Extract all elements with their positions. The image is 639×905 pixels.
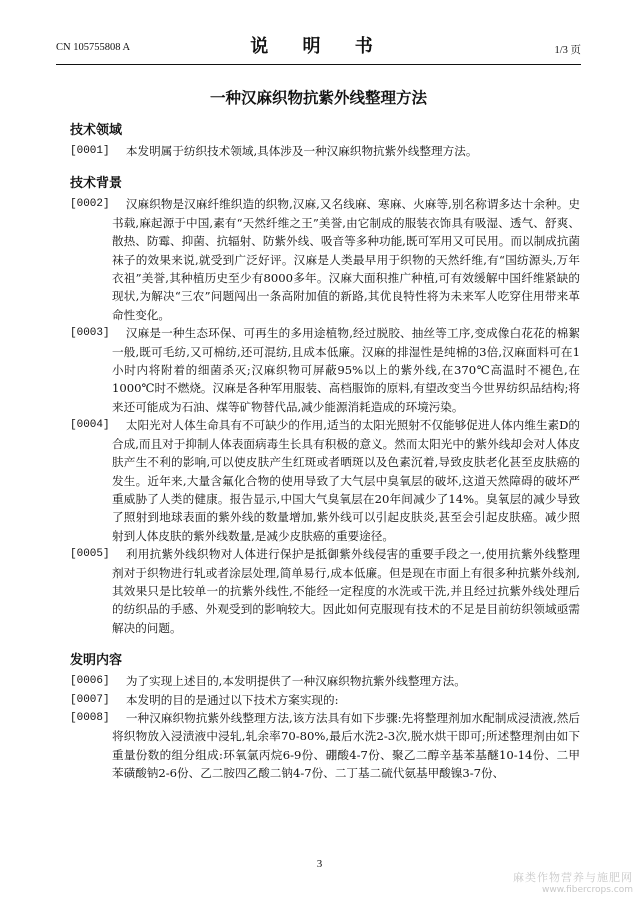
watermark-url: www.fibercrops.com — [542, 885, 633, 895]
paragraph-text: 为了实现上述目的,本发明提供了一种汉麻织物抗紫外线整理方法。 — [125, 674, 466, 689]
section-gap — [70, 160, 580, 173]
paragraph — [70, 195, 580, 324]
paragraph-number: [0006] — [70, 675, 110, 688]
paragraph-number: [0004] — [70, 419, 110, 432]
header-divider — [56, 64, 581, 65]
section-gap — [70, 637, 580, 650]
paragraph — [70, 709, 580, 783]
patent-number: CN 105755808 A — [56, 42, 131, 53]
paragraph — [70, 324, 580, 416]
paragraph — [70, 416, 580, 545]
paragraph — [70, 691, 580, 709]
watermark-site-name: 麻类作物营养与施肥网 — [513, 871, 633, 884]
section-heading: 技术背景 — [70, 176, 123, 192]
document-header — [56, 30, 581, 64]
paragraph-text: 汉麻是一种生态环保、可再生的多用途植物,经过脱胶、抽丝等工序,变成像白花花的棉絮一般,既可毛纺,又可棉纺,还可混纺,且成本低廉。汉麻的排湿性是纯棉的3倍,汉麻面料可在1小时内将附着的细菌杀灭;汉麻织物可屏蔽95%以上的紫外线,在370℃高温时不褪色,在1000℃时不燃烧。汉麻是各种军用服装、高档服饰的原料,有望改变当今世界纺织品结构;将来还可能成为石油、煤等矿物替代品,减少能源消耗造成的环境污染。 — [112, 326, 580, 414]
paragraph-text: 本发明的目的是通过以下技术方案实现的: — [125, 692, 339, 707]
paragraph-number: [0003] — [70, 327, 110, 340]
watermark — [513, 871, 633, 897]
document-type: 说 明 书 — [250, 36, 387, 57]
paragraph-text: 一种汉麻织物抗紫外线整理方法,该方法具有如下步骤:先将整理剂加水配制成浸渍液,然后将织物放入浸渍液中浸轧,轧余率70-80%,最后水洗2-3次,脱水烘干即可;所述整理剂由如下重量份数的组分组成:环氧氯丙烷6-9份、硼酸4-7份、聚乙二醇辛基苯基醚10-14份、二甲苯磺酸钠2-6份、乙二胺四乙酸二钠4-7份、二丁基二硫代氨基甲酸镍3-7份、 — [112, 710, 580, 781]
document-title: 一种汉麻织物抗紫外线整理方法 — [209, 88, 427, 107]
paragraph-number: [0007] — [70, 693, 110, 706]
paragraph-number: [0008] — [70, 711, 110, 724]
paragraph — [70, 672, 580, 690]
section-heading: 发明内容 — [70, 653, 123, 669]
paragraph — [70, 545, 580, 637]
page-indicator: 1/3 页 — [554, 45, 581, 56]
page-number: 3 — [316, 858, 323, 870]
paragraph-text: 利用抗紫外线织物对人体进行保护是抵御紫外线侵害的重要手段之一,使用抗紫外线整理剂对于织物进行轧或者涂层处理,简单易行,成本低廉。但是现在市面上有很多种抗紫外线剂,其效果只是比较单一的抗紫外线性,不能经一定程度的水洗或干洗,并且经过抗紫外线处理后的纺织品的手感、外观受到的影响较大。因此如何克服现有技术的不足是目前纺织领域亟需解决的问题。 — [112, 547, 580, 635]
paragraph-text: 太阳光对人体生命具有不可缺少的作用,适当的太阳光照射不仅能够促进人体内维生素D的合成,而且对于抑制人体表面病毒生长具有积极的意义。然而太阳光中的紫外线却会对人体皮肤产生不利的影响,可以使皮肤产生红斑或者晒斑以及色素沉着,导致皮肤老化甚至皮肤癌的发生。近年来,大量含氟化合物的使用导致了大气层中臭氧层的破坏,这道天然障碍的破坏严重威胁了人类的健康。报告显示,中国大气臭氧层在20年间减少了14%。臭氧层的减少导致了照射到地球表面的紫外线的数量增加,紫外线可以引起皮肤炎,甚至会引起皮肤癌。减少照射到人体皮肤的紫外线数量,是减少皮肤癌的重要途径。 — [112, 418, 580, 543]
paragraph-number: [0005] — [70, 548, 110, 561]
paragraph-number: [0002] — [70, 198, 110, 211]
paragraph-text: 汉麻织物是汉麻纤维织造的织物,汉麻,又名线麻、寒麻、火麻等,别名称谓多达十余种。史书载,麻起源于中国,素有“天然纤维之王”美誉,由它制成的服装衣饰具有吸湿、透气、舒爽、散热、防霉、抑菌、抗辐射、防紫外线、吸音等多种功能,既可军用又可民用。而以制成抗菌袜子的效果来说,就受到广泛好评。汉麻是人类最早用于织物的天然纤维,有“国纺源头,万年衣祖”美誉,其种植历史至少有8000多年。汉麻大面积推广种植,可有效缓解中国纤维紧缺的现状,为解决“三农”问题闯出一条高附加值的新路,其优良特性将为未来军人吃穿住用带来革命性变化。 — [112, 197, 580, 322]
section-heading: 技术领域 — [70, 123, 123, 138]
paragraph-number: [0001] — [70, 145, 110, 157]
paragraph-text: 本发明属于纺织技术领域,具体涉及一种汉麻织物抗紫外线整理方法。 — [125, 144, 478, 158]
document-body — [70, 120, 580, 783]
paragraph — [70, 142, 580, 160]
